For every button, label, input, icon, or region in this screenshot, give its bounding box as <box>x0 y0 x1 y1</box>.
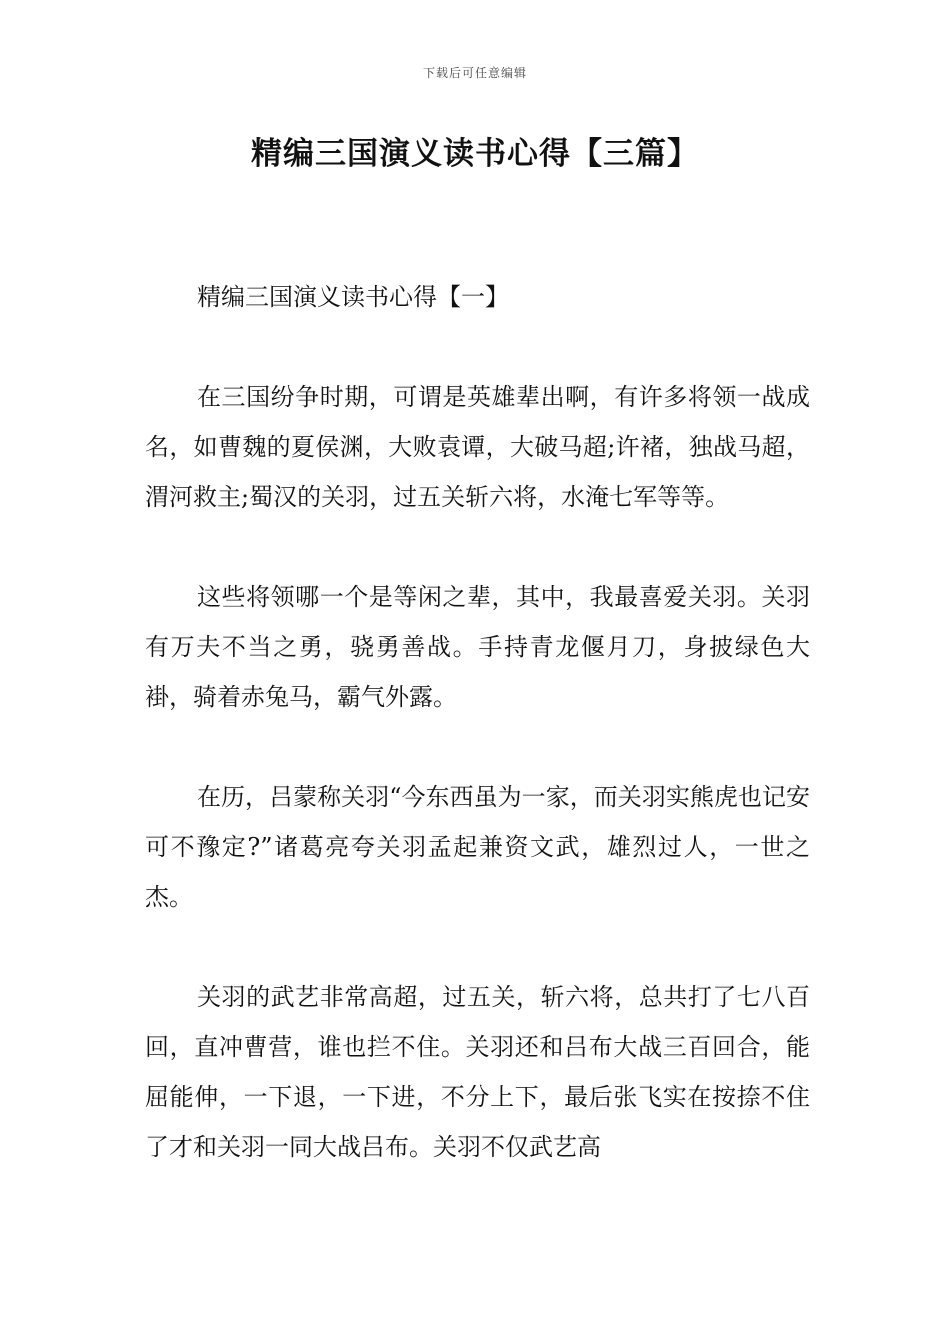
paragraph-1: 在三国纷争时期，可谓是英雄辈出啊，有许多将领一战成名，如曹魏的夏侯渊，大败袁谭，大破马超;许褚，独战马超，渭河救主;蜀汉的关羽，过五关斩六将，水淹七军等等。 <box>145 383 810 511</box>
document-title: 精编三国演义读书心得【三篇】 <box>251 136 699 172</box>
document-body <box>145 272 810 1172</box>
header-note: 下载后可任意编辑 <box>422 66 527 80</box>
section-title: 精编三国演义读书心得【一】 <box>197 283 509 311</box>
paragraph-3: 在历，吕蒙称关羽“今东西虽为一家，而关羽实熊虎也记安可不豫定?”诸葛亮夸关羽孟起兼资文武，雄烈过人，一世之杰。 <box>145 783 810 911</box>
paragraph-4: 关羽的武艺非常高超，过五关，斩六将，总共打了七八百回，直冲曹营，谁也拦不住。关羽还和吕布大战三百回合，能屈能伸，一下退，一下进，不分上下，最后张飞实在按捺不住了才和关羽一同大战吕布。关羽不仅武艺高 <box>145 983 810 1161</box>
paragraph-2: 这些将领哪一个是等闲之辈，其中，我最喜爱关羽。关羽有万夫不当之勇，骁勇善战。手持青龙偃月刀，身披绿色大褂，骑着赤兔马，霸气外露。 <box>145 583 810 711</box>
